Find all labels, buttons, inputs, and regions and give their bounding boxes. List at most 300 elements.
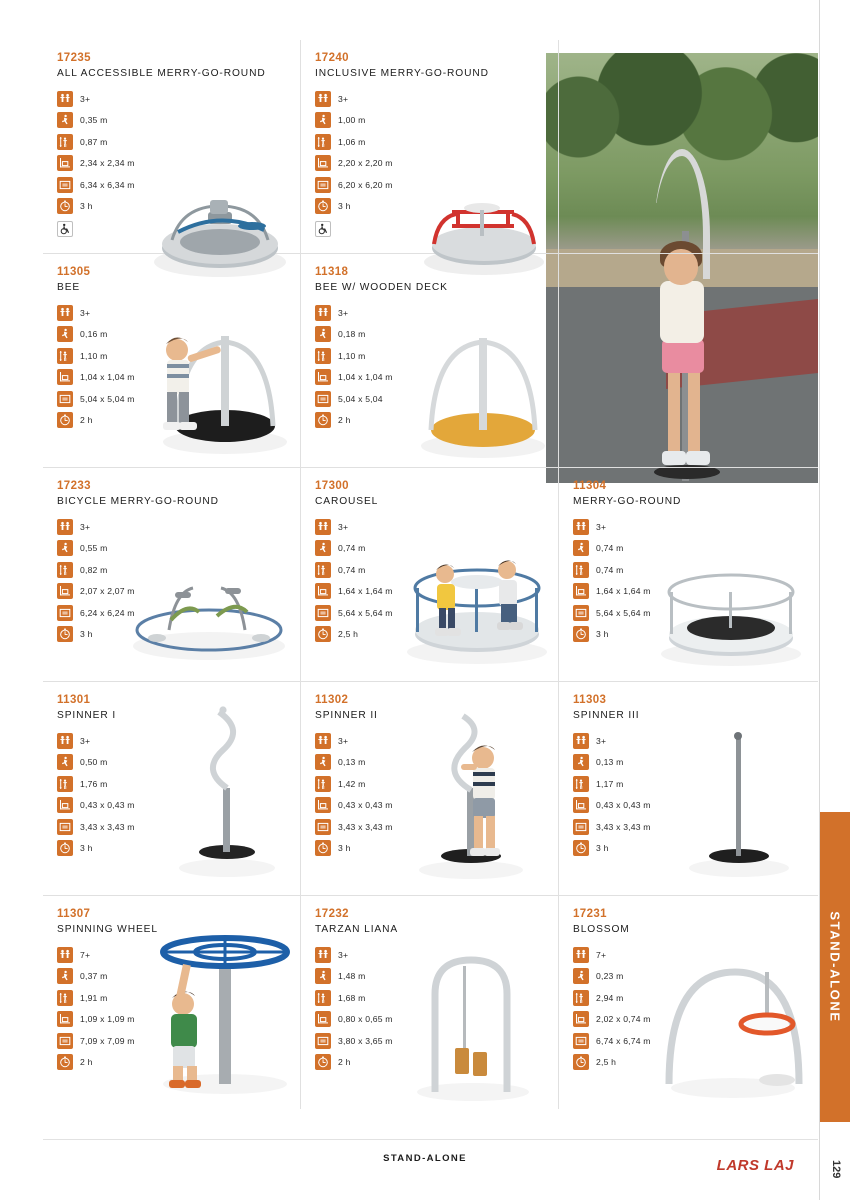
- spec-footprint: [315, 1010, 548, 1029]
- spec-install-time: [573, 1053, 807, 1072]
- spec-height: [315, 774, 548, 793]
- installation-time-icon: [315, 412, 331, 428]
- equipment-height-icon: [315, 348, 331, 364]
- spec-fall-height: [573, 753, 807, 772]
- product-code: 11305: [57, 266, 91, 278]
- spec-list: [573, 517, 807, 644]
- product-name: SPINNER III: [573, 710, 640, 721]
- spec-value: 0,74 m: [338, 564, 366, 575]
- spec-value: 2 h: [80, 415, 93, 425]
- spec-value: 2,94 m: [596, 992, 624, 1003]
- spec-list: [315, 303, 548, 430]
- spec-footprint: [57, 582, 290, 601]
- safety-area-icon: [57, 605, 73, 621]
- safety-area-icon: [315, 177, 331, 193]
- product-name: SPINNER I: [57, 710, 117, 721]
- spec-value: 6,74 x 6,74 m: [596, 1035, 651, 1046]
- fall-height-icon: [57, 968, 73, 984]
- section-tab-label: STAND-ALONE: [827, 911, 843, 1023]
- age-icon: [315, 733, 331, 749]
- safety-area-icon: [57, 1033, 73, 1049]
- spec-age: [315, 945, 548, 964]
- spec-height: [57, 132, 290, 151]
- product-card-11302[interactable]: [301, 682, 559, 895]
- spec-value: 0,37 m: [80, 971, 108, 981]
- spec-value: 5,04 x 5,04 m: [80, 393, 135, 404]
- footprint-dimensions-icon: [315, 155, 331, 171]
- spec-value: 1,00 m: [338, 115, 366, 125]
- spec-value: 5,64 x 5,64 m: [338, 607, 393, 618]
- spec-fall-height: [57, 967, 290, 986]
- equipment-height-icon: [57, 134, 73, 150]
- product-card-11307[interactable]: [43, 896, 301, 1109]
- installation-time-icon: [573, 626, 589, 642]
- installation-time-icon: [315, 840, 331, 856]
- fall-height-icon: [315, 540, 331, 556]
- spec-accessible: [57, 220, 290, 239]
- spec-value: 2,5 h: [338, 629, 359, 639]
- product-name: INCLUSIVE MERRY-GO-ROUND: [315, 68, 489, 79]
- spec-value: 0,80 x 0,65 m: [338, 1014, 393, 1024]
- spec-value: 3+: [338, 949, 349, 960]
- spec-install-time: [57, 411, 290, 430]
- spec-age: [315, 303, 548, 322]
- spec-value: 2,5 h: [596, 1057, 617, 1067]
- spec-safety-area: [315, 817, 548, 836]
- spec-value: 3,43 x 3,43 m: [338, 821, 393, 832]
- spec-value: 3,80 x 3,65 m: [338, 1035, 393, 1046]
- spec-age: [57, 517, 290, 536]
- product-code: 17231: [573, 908, 607, 920]
- spec-value: 0,50 m: [80, 757, 108, 767]
- wheelchair-accessible-icon: [57, 221, 73, 237]
- spec-fall-height: [315, 111, 548, 130]
- footprint-dimensions-icon: [573, 1011, 589, 1027]
- product-row: [43, 254, 818, 468]
- footprint-dimensions-icon: [573, 583, 589, 599]
- installation-time-icon: [315, 626, 331, 642]
- spec-age: [573, 731, 807, 750]
- installation-time-icon: [57, 1054, 73, 1070]
- spec-safety-area: [315, 389, 548, 408]
- product-name: BEE: [57, 282, 81, 293]
- spec-age: [573, 945, 807, 964]
- safety-area-icon: [315, 819, 331, 835]
- spec-footprint: [573, 1010, 807, 1029]
- spec-height: [57, 346, 290, 365]
- product-name: TARZAN LIANA: [315, 924, 399, 935]
- spec-list: [315, 945, 548, 1072]
- safety-area-icon: [57, 177, 73, 193]
- age-icon: [315, 519, 331, 535]
- spec-age: [57, 945, 290, 964]
- footer-caption: STAND-ALONE: [383, 1153, 467, 1164]
- fall-height-icon: [57, 326, 73, 342]
- footprint-dimensions-icon: [57, 369, 73, 385]
- spec-age: [57, 89, 290, 108]
- equipment-height-icon: [57, 776, 73, 792]
- footer-divider: [43, 1139, 818, 1140]
- spec-value: 5,04 x 5,04: [338, 393, 383, 404]
- spec-value: 3+: [596, 521, 607, 532]
- spec-list: [573, 731, 807, 858]
- spec-value: 0,35 m: [80, 115, 108, 125]
- spec-value: 3 h: [80, 201, 93, 211]
- product-name: BEE W/ WOODEN DECK: [315, 282, 448, 293]
- footprint-dimensions-icon: [315, 583, 331, 599]
- spec-install-time: [315, 197, 548, 216]
- spec-list: [57, 517, 290, 644]
- spec-value: 6,34 x 6,34 m: [80, 179, 135, 190]
- spec-value: 7+: [80, 949, 91, 960]
- age-icon: [57, 91, 73, 107]
- spec-safety-area: [573, 817, 807, 836]
- safety-area-icon: [573, 819, 589, 835]
- spec-height: [315, 132, 548, 151]
- spec-age: [315, 517, 548, 536]
- product-name: BLOSSOM: [573, 924, 630, 935]
- spec-install-time: [315, 411, 548, 430]
- spec-value: 0,16 m: [80, 329, 108, 339]
- fall-height-icon: [57, 754, 73, 770]
- wheelchair-accessible-icon: [315, 221, 331, 237]
- spec-value: 2 h: [338, 415, 351, 425]
- spec-age: [315, 731, 548, 750]
- spec-fall-height: [315, 753, 548, 772]
- spec-safety-area: [57, 603, 290, 622]
- spec-install-time: [57, 625, 290, 644]
- age-icon: [57, 519, 73, 535]
- installation-time-icon: [57, 412, 73, 428]
- fall-height-icon: [573, 968, 589, 984]
- spec-age: [57, 731, 290, 750]
- product-card-17231[interactable]: [559, 896, 817, 1109]
- spec-height: [573, 774, 807, 793]
- spec-safety-area: [573, 1031, 807, 1050]
- spec-value: 1,17 m: [596, 778, 624, 789]
- spec-footprint: [573, 582, 807, 601]
- spec-footprint: [315, 582, 548, 601]
- footprint-dimensions-icon: [57, 155, 73, 171]
- photo-spacer-cell: [559, 254, 817, 467]
- spec-value: 3,43 x 3,43 m: [80, 821, 135, 832]
- product-row: [43, 468, 818, 682]
- spec-value: 7+: [596, 949, 607, 960]
- product-card-17233[interactable]: [43, 468, 301, 681]
- spec-value: 3+: [80, 307, 91, 318]
- spec-value: 3 h: [80, 629, 93, 639]
- spec-value: 1,09 x 1,09 m: [80, 1014, 135, 1024]
- age-icon: [573, 733, 589, 749]
- spec-list: [57, 303, 290, 430]
- spec-footprint: [57, 154, 290, 173]
- spec-value: 1,68 m: [338, 992, 366, 1003]
- spec-value: 0,74 m: [596, 564, 624, 575]
- equipment-height-icon: [315, 776, 331, 792]
- product-card-11305[interactable]: [43, 254, 301, 467]
- spec-value: 0,18 m: [338, 329, 366, 339]
- age-icon: [57, 733, 73, 749]
- equipment-height-icon: [573, 776, 589, 792]
- fall-height-icon: [57, 540, 73, 556]
- spec-value: 0,82 m: [80, 564, 108, 575]
- spec-value: 0,13 m: [338, 757, 366, 767]
- spec-install-time: [315, 839, 548, 858]
- product-code: 11307: [57, 908, 91, 920]
- spec-value: 3+: [338, 93, 349, 104]
- fall-height-icon: [57, 112, 73, 128]
- footprint-dimensions-icon: [57, 797, 73, 813]
- spec-fall-height: [57, 111, 290, 130]
- safety-area-icon: [573, 605, 589, 621]
- spec-value: 0,55 m: [80, 543, 108, 553]
- safety-area-icon: [315, 1033, 331, 1049]
- safety-area-icon: [573, 1033, 589, 1049]
- age-icon: [573, 519, 589, 535]
- spec-value: 2 h: [80, 1057, 93, 1067]
- product-name: SPINNER II: [315, 710, 378, 721]
- installation-time-icon: [573, 1054, 589, 1070]
- spec-value: 3 h: [80, 843, 93, 853]
- footprint-dimensions-icon: [315, 1011, 331, 1027]
- product-code: 11318: [315, 266, 349, 278]
- product-grid: [43, 40, 818, 1109]
- spec-value: 1,04 x 1,04 m: [80, 372, 135, 382]
- spec-list: [315, 731, 548, 858]
- spec-list: [315, 517, 548, 644]
- spec-value: 3+: [338, 521, 349, 532]
- spec-footprint: [315, 154, 548, 173]
- section-tab-stand-alone[interactable]: [820, 812, 850, 1122]
- installation-time-icon: [573, 840, 589, 856]
- spec-footprint: [57, 1010, 290, 1029]
- spec-value: 2,20 x 2,20 m: [338, 158, 393, 168]
- product-code: 11303: [573, 694, 607, 706]
- spec-value: 3,43 x 3,43 m: [596, 821, 651, 832]
- spec-height: [573, 560, 807, 579]
- spec-footprint: [315, 796, 548, 815]
- spec-value: 3+: [338, 307, 349, 318]
- spec-safety-area: [315, 1031, 548, 1050]
- equipment-height-icon: [315, 562, 331, 578]
- spec-install-time: [57, 839, 290, 858]
- spec-footprint: [57, 796, 290, 815]
- spec-value: 3 h: [596, 629, 609, 639]
- spec-install-time: [315, 1053, 548, 1072]
- spec-list: [315, 89, 548, 239]
- spec-value: 0,43 x 0,43 m: [338, 800, 393, 810]
- fall-height-icon: [573, 540, 589, 556]
- spec-value: 2 h: [338, 1057, 351, 1067]
- footprint-dimensions-icon: [315, 797, 331, 813]
- spec-height: [315, 988, 548, 1007]
- spec-install-time: [315, 625, 548, 644]
- spec-fall-height: [315, 967, 548, 986]
- spec-value: 0,43 x 0,43 m: [596, 800, 651, 810]
- spec-value: 3 h: [338, 843, 351, 853]
- page-number: 129: [830, 1159, 842, 1178]
- spec-value: 0,13 m: [596, 757, 624, 767]
- product-card-11303[interactable]: [559, 682, 817, 895]
- product-code: 17300: [315, 480, 349, 492]
- product-name: MERRY-GO-ROUND: [573, 496, 682, 507]
- spec-install-time: [57, 197, 290, 216]
- spec-list: [57, 731, 290, 858]
- footprint-dimensions-icon: [57, 583, 73, 599]
- safety-area-icon: [57, 819, 73, 835]
- spec-value: 3+: [338, 735, 349, 746]
- spec-age: [315, 89, 548, 108]
- spec-value: 3+: [80, 93, 91, 104]
- spec-value: 1,06 m: [338, 136, 366, 147]
- spec-safety-area: [315, 603, 548, 622]
- spec-list: [573, 945, 807, 1072]
- spec-install-time: [573, 839, 807, 858]
- product-code: 11304: [573, 480, 607, 492]
- spec-value: 1,10 m: [80, 350, 108, 361]
- spec-height: [57, 988, 290, 1007]
- spec-value: 0,87 m: [80, 136, 108, 147]
- fall-height-icon: [315, 326, 331, 342]
- product-card-11318[interactable]: [301, 254, 559, 467]
- product-row: [43, 40, 818, 254]
- age-icon: [57, 305, 73, 321]
- spec-safety-area: [57, 817, 290, 836]
- spec-list: [57, 945, 290, 1072]
- product-code: 11301: [57, 694, 91, 706]
- product-card-11301[interactable]: [43, 682, 301, 895]
- spec-footprint: [315, 368, 548, 387]
- spec-value: 2,34 x 2,34 m: [80, 158, 135, 168]
- age-icon: [315, 305, 331, 321]
- installation-time-icon: [57, 840, 73, 856]
- product-code: 17233: [57, 480, 91, 492]
- spec-footprint: [573, 796, 807, 815]
- footprint-dimensions-icon: [573, 797, 589, 813]
- product-name: ALL ACCESSIBLE MERRY-GO-ROUND: [57, 68, 266, 79]
- equipment-height-icon: [57, 562, 73, 578]
- spec-height: [315, 346, 548, 365]
- product-code: 17235: [57, 52, 91, 64]
- spec-value: 1,48 m: [338, 971, 366, 981]
- installation-time-icon: [315, 198, 331, 214]
- equipment-height-icon: [315, 990, 331, 1006]
- spec-value: 1,04 x 1,04 m: [338, 372, 393, 382]
- spec-fall-height: [57, 325, 290, 344]
- spec-value: 5,64 x 5,64 m: [596, 607, 651, 618]
- spec-value: 1,42 m: [338, 778, 366, 789]
- safety-area-icon: [315, 391, 331, 407]
- fall-height-icon: [315, 968, 331, 984]
- product-name: CAROUSEL: [315, 496, 379, 507]
- spec-fall-height: [315, 539, 548, 558]
- fall-height-icon: [315, 112, 331, 128]
- spec-age: [573, 517, 807, 536]
- product-card-11304[interactable]: [559, 468, 817, 681]
- spec-value: 3+: [80, 735, 91, 746]
- spec-value: 0,74 m: [596, 543, 624, 553]
- spec-value: 1,76 m: [80, 778, 108, 789]
- safety-area-icon: [57, 391, 73, 407]
- product-card-17240[interactable]: [301, 40, 559, 253]
- spec-fall-height: [315, 325, 548, 344]
- age-icon: [57, 947, 73, 963]
- equipment-height-icon: [315, 134, 331, 150]
- fall-height-icon: [315, 754, 331, 770]
- spec-install-time: [57, 1053, 290, 1072]
- age-icon: [315, 91, 331, 107]
- brand-logo: LARS LAJ: [716, 1157, 794, 1174]
- spec-value: 0,43 x 0,43 m: [80, 800, 135, 810]
- spec-safety-area: [57, 175, 290, 194]
- product-row: [43, 896, 818, 1109]
- product-card-17300[interactable]: [301, 468, 559, 681]
- spec-safety-area: [315, 175, 548, 194]
- spec-value: 2,02 x 0,74 m: [596, 1014, 651, 1024]
- installation-time-icon: [315, 1054, 331, 1070]
- age-icon: [573, 947, 589, 963]
- spec-value: 7,09 x 7,09 m: [80, 1035, 135, 1046]
- age-icon: [315, 947, 331, 963]
- spec-value: 3+: [80, 521, 91, 532]
- spec-height: [57, 560, 290, 579]
- spec-value: 3 h: [338, 201, 351, 211]
- product-row: [43, 682, 818, 896]
- spec-value: 0,23 m: [596, 971, 624, 981]
- spec-fall-height: [573, 539, 807, 558]
- spec-footprint: [57, 368, 290, 387]
- equipment-height-icon: [57, 990, 73, 1006]
- spec-height: [57, 774, 290, 793]
- installation-time-icon: [57, 626, 73, 642]
- spec-value: 3+: [596, 735, 607, 746]
- product-code: 11302: [315, 694, 349, 706]
- spec-height: [315, 560, 548, 579]
- spec-fall-height: [573, 967, 807, 986]
- spec-accessible: [315, 220, 548, 239]
- spec-safety-area: [57, 389, 290, 408]
- equipment-height-icon: [573, 562, 589, 578]
- product-name: SPINNING WHEEL: [57, 924, 158, 935]
- spec-value: 1,64 x 1,64 m: [596, 586, 651, 596]
- footprint-dimensions-icon: [57, 1011, 73, 1027]
- spec-value: 2,07 x 2,07 m: [80, 586, 135, 596]
- equipment-height-icon: [57, 348, 73, 364]
- spec-list: [57, 89, 290, 239]
- photo-spacer-cell: [559, 40, 817, 253]
- spec-value: 6,24 x 6,24 m: [80, 607, 135, 618]
- fall-height-icon: [573, 754, 589, 770]
- spec-value: 3 h: [596, 843, 609, 853]
- spec-fall-height: [57, 753, 290, 772]
- equipment-height-icon: [573, 990, 589, 1006]
- spec-safety-area: [573, 603, 807, 622]
- spec-safety-area: [57, 1031, 290, 1050]
- product-card-17235[interactable]: [43, 40, 301, 253]
- spec-value: 0,74 m: [338, 543, 366, 553]
- product-code: 17232: [315, 908, 349, 920]
- product-card-17232[interactable]: [301, 896, 559, 1109]
- spec-age: [57, 303, 290, 322]
- spec-install-time: [573, 625, 807, 644]
- product-name: BICYCLE MERRY-GO-ROUND: [57, 496, 219, 507]
- spec-value: 1,64 x 1,64 m: [338, 586, 393, 596]
- product-code: 17240: [315, 52, 349, 64]
- spec-fall-height: [57, 539, 290, 558]
- spec-value: 6,20 x 6,20 m: [338, 179, 393, 190]
- spec-value: 1,10 m: [338, 350, 366, 361]
- spec-value: 1,91 m: [80, 992, 108, 1003]
